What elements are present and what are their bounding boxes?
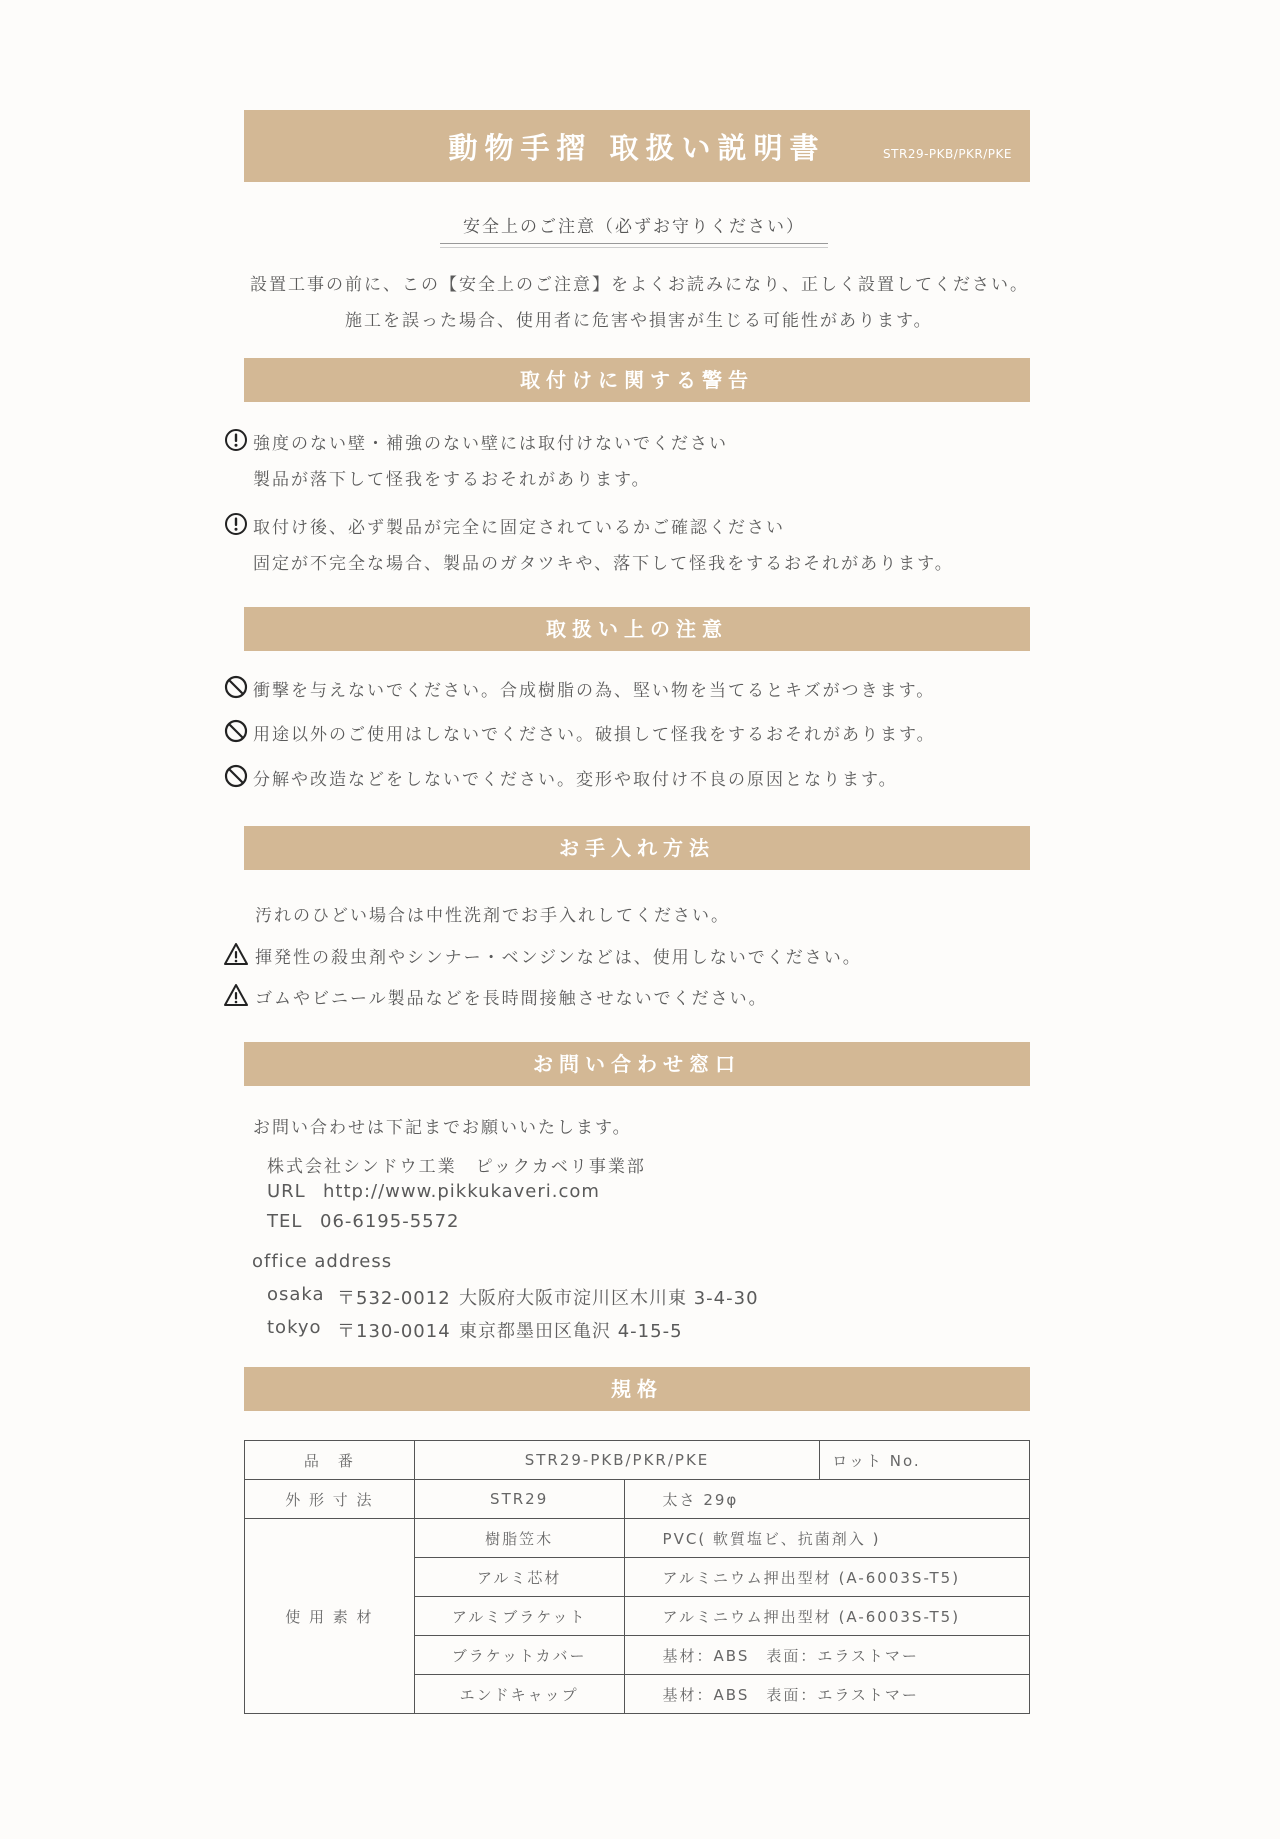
material-part: 樹脂笠木 xyxy=(414,1519,624,1558)
warning-item-2-line1: 取付け後、必ず製品が完全に固定されているかご確認ください xyxy=(253,518,785,538)
care-item-2: ゴムやビニール製品などを長時間接触させないでください。 xyxy=(255,989,768,1009)
handling-section-heading: 取扱い上の注意 xyxy=(244,607,1030,651)
spec-table xyxy=(244,1440,1030,1714)
material-part: ブラケットカバー xyxy=(414,1636,624,1675)
material-value: アルミニウム押出型材 (A-6003S-T5) xyxy=(624,1597,1029,1636)
office-address-tokyo: 東京都墨田区亀沢 4-15-5 xyxy=(459,1321,683,1342)
material-part: アルミブラケット xyxy=(414,1597,624,1636)
care-section-heading: お手入れ方法 xyxy=(244,826,1030,870)
office-address-osaka: 大阪府大阪市淀川区木川東 3-4-30 xyxy=(459,1288,759,1309)
care-item-1: 揮発性の殺虫剤やシンナー・ベンジンなどは、使用しないでください。 xyxy=(255,948,862,968)
material-label: 使 用 素 材 xyxy=(245,1519,415,1714)
warning-item-1-line1: 強度のない壁・補強のない壁には取付けないでください xyxy=(253,434,728,454)
warning-section-heading: 取付けに関する警告 xyxy=(244,358,1030,402)
safety-intro-1: 設置工事の前に、この【安全上のご注意】をよくお読みになり、正しく設置してください。 xyxy=(250,275,1029,295)
url-label: URL xyxy=(267,1181,306,1202)
safety-intro-2: 施工を誤った場合、使用者に危害や損害が生じる可能性があります。 xyxy=(345,311,933,331)
product-no-value: STR29-PKB/PKR/PKE xyxy=(414,1441,819,1480)
material-value: 基材：ABS 表面：エラストマー xyxy=(624,1675,1029,1714)
handling-item-1: 衝撃を与えないでください。合成樹脂の為、堅い物を当てるとキズがつきます。 xyxy=(253,681,936,701)
prohibited-icon xyxy=(224,764,248,788)
dimension-label: 外 形 寸 法 xyxy=(245,1480,415,1519)
contact-section-heading: お問い合わせ窓口 xyxy=(244,1042,1030,1086)
warning-item-2-line2: 固定が不完全な場合、製品のガタツキや、落下して怪我をするおそれがあります。 xyxy=(253,554,954,574)
exclamation-circle-icon xyxy=(224,512,248,536)
company-name: 株式会社シンドウ工業 ピックカベリ事業部 xyxy=(267,1157,646,1177)
material-part: エンドキャップ xyxy=(414,1675,624,1714)
tel-label: TEL xyxy=(267,1211,303,1232)
office-city-tokyo: tokyo xyxy=(267,1317,322,1338)
material-value: PVC( 軟質塩ビ、抗菌剤入 ) xyxy=(624,1519,1029,1558)
dimension-model: STR29 xyxy=(414,1480,624,1519)
product-no-label: 品 番 xyxy=(245,1441,415,1480)
title-banner xyxy=(244,110,1030,182)
model-number: STR29-PKB/PKR/PKE xyxy=(883,147,1012,161)
contact-intro: お問い合わせは下記までお願いいたします。 xyxy=(253,1118,632,1138)
office-address-label: office address xyxy=(252,1251,393,1272)
url-link[interactable]: http://www.pikkukaveri.com xyxy=(323,1181,600,1202)
warning-item-1-line2: 製品が落下して怪我をするおそれがあります。 xyxy=(253,470,651,490)
page-title: 動物手摺 取扱い説明書 xyxy=(448,131,826,165)
safety-subtitle: 安全上のご注意（必ずお守りください） xyxy=(440,212,828,244)
table-row xyxy=(245,1441,1030,1480)
warning-triangle-icon xyxy=(224,942,248,966)
handling-item-2: 用途以外のご使用はしないでください。破損して怪我をするおそれがあります。 xyxy=(253,725,936,745)
lot-label: ロット No. xyxy=(820,1441,1030,1480)
exclamation-circle-icon xyxy=(224,428,248,452)
dimension-value: 太さ 29φ xyxy=(624,1480,1029,1519)
prohibited-icon xyxy=(224,719,248,743)
material-value: アルミニウム押出型材 (A-6003S-T5) xyxy=(624,1558,1029,1597)
prohibited-icon xyxy=(224,675,248,699)
table-row xyxy=(245,1519,1030,1558)
table-row xyxy=(245,1480,1030,1519)
subtitle-underline xyxy=(440,247,828,248)
office-city-osaka: osaka xyxy=(267,1284,325,1305)
tel-number: 06-6195-5572 xyxy=(320,1211,460,1232)
care-intro: 汚れのひどい場合は中性洗剤でお手入れしてください。 xyxy=(255,906,730,926)
spec-section-heading: 規格 xyxy=(244,1367,1030,1411)
material-part: アルミ芯材 xyxy=(414,1558,624,1597)
office-postal-tokyo: 〒130-0014 xyxy=(337,1321,451,1342)
material-value: 基材：ABS 表面：エラストマー xyxy=(624,1636,1029,1675)
handling-item-3: 分解や改造などをしないでください。変形や取付け不良の原因となります。 xyxy=(253,770,898,790)
warning-triangle-icon xyxy=(224,983,248,1007)
office-postal-osaka: 〒532-0012 xyxy=(337,1288,451,1309)
